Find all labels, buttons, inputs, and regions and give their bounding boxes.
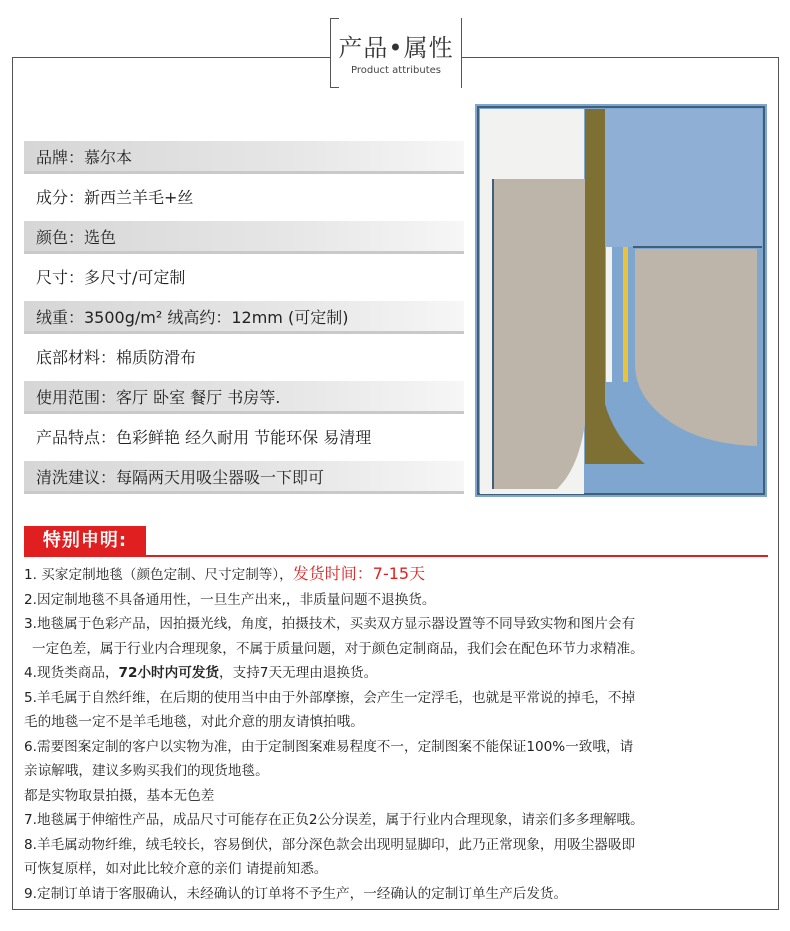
notice-item-6-cont: 亲谅解哦，建议多购买我们的现货地毯。 (24, 763, 269, 779)
attribute-features: 产品特点：色彩鲜艳 经久耐用 节能环保 易清理 (24, 418, 464, 457)
notice-item-5-cont: 毛的地毯一定不是羊毛地毯，对此介意的朋友请慎拍哦。 (24, 714, 364, 730)
rug-image (475, 104, 767, 497)
ship-time-highlight: 72小时内可发货 (118, 665, 220, 681)
rug-taupe-left (493, 179, 587, 489)
notice-item-text: 4.现货类商品， (24, 665, 119, 681)
notice-title: 特别申明: (24, 526, 146, 556)
notice-divider (24, 555, 768, 557)
attribute-brand: 品牌：慕尔本 (24, 141, 464, 174)
attribute-cleaning: 清洗建议：每隔两天用吸尘器吸一下即可 (24, 461, 464, 494)
notice-item-6: 6.需要图案定制的客户以实物为准，由于定制图案难易程度不一，定制图案不能保证100%一致哦，请 (24, 738, 634, 755)
bracket-corner (330, 18, 339, 27)
attribute-material: 成分：新西兰羊毛+丝 (24, 178, 464, 217)
attribute-backing: 底部材料：棉质防滑布 (24, 338, 464, 377)
notice-item-7: 7.地毯属于伸缩性产品，成品尺寸可能存在正负2公分误差，属于行业内合理现象，请亲们多多理解哦。 (24, 812, 644, 828)
attribute-pile-weight: 绒重：3500g/m² 绒高约：12mm (可定制) (24, 301, 464, 334)
rug-stripe-yellow (623, 247, 628, 382)
section-subtitle: Product attributes (351, 65, 441, 76)
notice-item-8: 8.羊毛属动物纤维，绒毛较长，容易倒伏，部分深色款会出现明显脚印，此乃正常现象，用吸尘器吸即 (24, 836, 636, 853)
notice-item-2: 2.因定制地毯不具备通用性，一旦生产出来,，非质量问题不退换货。 (24, 591, 436, 608)
notice-item-3-cont: 一定色差，属于行业内合理现象，不属于质量问题，对于颜色定制商品，我们会在配色环节力求精准。 (32, 640, 644, 657)
notice-item-4 (24, 661, 776, 686)
notice-item-text: 1. 买家定制地毯（颜色定制、尺寸定制等）， (24, 567, 293, 583)
notice-item-text: ，支持7天无理由退换货。 (219, 665, 378, 681)
delivery-time-highlight: 发货时间：7-15天 (292, 564, 426, 583)
rug-stripe-white (606, 247, 612, 382)
attribute-usage: 使用范围：客厅 卧室 餐厅 书房等. (24, 381, 464, 414)
attribute-list (24, 137, 464, 498)
attribute-size: 尺寸：多尺寸/可定制 (24, 258, 464, 297)
notice-list (24, 562, 776, 906)
rug-blue-upper (605, 109, 762, 247)
notice-item-9: 9.定制订单请于客服确认，未经确认的订单将不予生产，一经确认的定制订单生产后发货。 (24, 885, 568, 902)
notice-item-6-extra: 都是实物取景拍摄，基本无色差 (24, 787, 215, 804)
notice-item-8-cont: 可恢复原样，如对此比较介意的亲们 请提前知悉。 (24, 861, 328, 877)
attribute-color: 颜色：选色 (24, 221, 464, 254)
section-title: 产品•属性 (338, 34, 454, 62)
notice-item-3: 3.地毯属于色彩产品，因拍摄光线，角度，拍摄技术，买卖双方显示器设置等不同导致实物和图片会有 (24, 616, 636, 632)
notice-item-1 (24, 562, 776, 588)
notice-item-5: 5.羊毛属于自然纤维，在后期的使用当中由于外部摩擦，会产生一定浮毛，也就是平常说的掉毛，不掉 (24, 689, 636, 706)
